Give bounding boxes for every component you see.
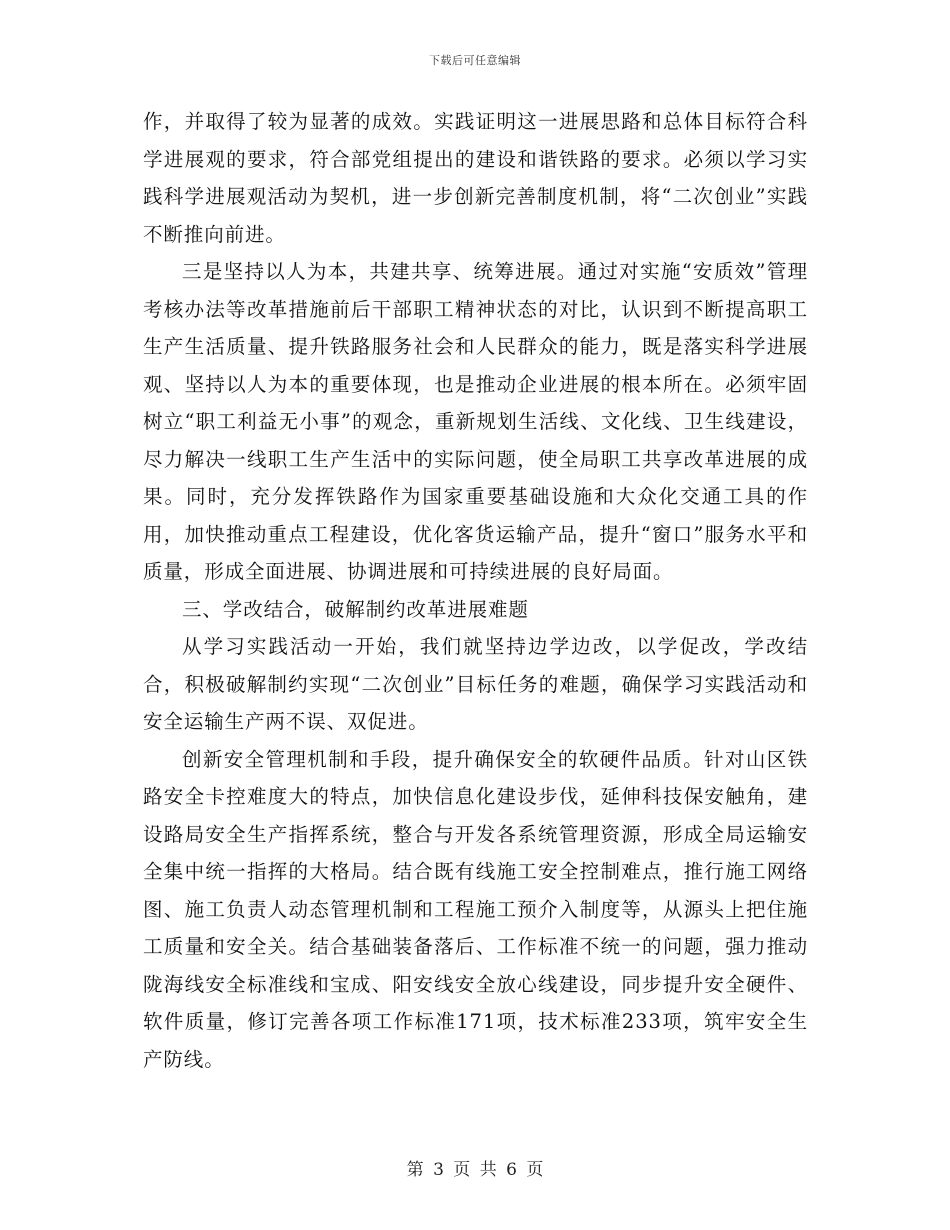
- section-heading: 三、学改结合，破解制约改革进展难题: [182, 597, 529, 621]
- paragraph-4: 创新安全管理机制和手段，提升确保安全的软硬件品质。针对山区铁路安全卡控难度大的特点，加快信息化建设步伐，延伸科技保安触角，建设路局安全生产指挥系统，整合与开发各系统管理资源，形成全局运输安全集中统一指挥的大格局。结合既有线施工安全控制难点，推行施工网络图、施工负责人动态管理机制和工程施工预介入制度等，从源头上把住施工质量和安全关。结合基础装备落后、工作标准不统一的问题，强力推动陇海线安全标准线和宝成、阳安线安全放心线建设，同步提升安全硬件、软件质量，修订完善各项工作标准171项，技术标准233项，筑牢安全生产防线。: [143, 747, 808, 1071]
- page-header: 下载后可任意编辑: [429, 54, 521, 67]
- paragraph-1: 作，并取得了较为显著的成效。实践证明这一进展思路和总体目标符合科学进展观的要求，符合部党组提出的建设和谐铁路的要求。必须以学习实践科学进展观活动为契机，进一步创新完善制度机制，将“二次创业”实践不断推向前进。: [143, 110, 808, 246]
- page-footer: 第 3 页 共 6 页: [406, 1160, 544, 1180]
- document-body: [143, 103, 808, 1078]
- paragraph-3: 从学习实践活动一开始，我们就坚持边学边改，以学促改，学改结合，积极破解制约实现“二次创业”目标任务的难题，确保学习实践活动和安全运输生产两不误、双促进。: [143, 635, 808, 733]
- paragraph-2: 三是坚持以人为本，共建共享、统筹进展。通过对实施“安质效”管理考核办法等改革措施前后干部职工精神状态的对比，认识到不断提高职工生产生活质量、提升铁路服务社会和人民群众的能力，既是落实科学进展观、坚持以人为本的重要体现，也是推动企业进展的根本所在。必须牢固树立“职工利益无小事”的观念，重新规划生活线、文化线、卫生线建设，尽力解决一线职工生产生活中的实际问题，使全局职工共享改革进展的成果。同时，充分发挥铁路作为国家重要基础设施和大众化交通工具的作用，加快推动重点工程建设，优化客货运输产品，提升“窗口”服务水平和质量，形成全面进展、协调进展和可持续进展的良好局面。: [143, 260, 808, 583]
